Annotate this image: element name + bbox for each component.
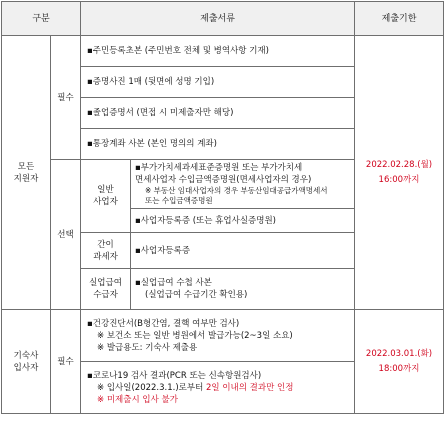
- list-item: ▪통장계좌 사본 (본인 명의의 계좌): [81, 129, 355, 160]
- deadline-all-applicants: 2022.02.28.(월) 16:00까지: [355, 36, 444, 310]
- unemployment-docs: ▪실업급여 수첩 사본 (실업급여 수급기간 확인용): [131, 269, 355, 310]
- list-item: ▪주민등록초본 (주민번호 전체 및 병역사항 기재): [81, 36, 355, 67]
- header-category: 구분: [2, 2, 81, 36]
- list-item: ▪졸업증명서 (면접 시 미제출자만 해당): [81, 98, 355, 129]
- required-label: 필수: [51, 310, 81, 414]
- simple-taxpayer-label: 간이 과세자: [81, 233, 131, 269]
- unemployment-label: 실업급여 수급자: [81, 269, 131, 310]
- header-row: [2, 2, 444, 36]
- table-row: [2, 36, 444, 67]
- list-item: ▪증명사진 1매 (뒷면에 성명 기입): [81, 67, 355, 98]
- required-label: 필수: [51, 36, 81, 160]
- group-dormitory-residents: 기숙사 입사자: [2, 310, 51, 414]
- covid-test-item: ▪코로나19 검사 결과(PCR 또는 신속항원검사) ※ 입사일(2022.3.1.)로부터 2일 이내의 결과만 인정 ※ 미제출시 입사 불가: [81, 362, 355, 414]
- documents-table: [1, 1, 444, 414]
- simple-taxpayer-docs: ▪사업자등록증: [131, 233, 355, 269]
- health-certificate-item: ▪건강진단서(B형간염, 결핵 여부만 검사) ※ 보건소 또는 일반 병원에서 발급가능(2~3일 소요) ※ 발급용도: 기숙사 제출용: [81, 310, 355, 362]
- header-deadline: 제출기한: [355, 2, 444, 36]
- group-all-applicants: 모든 지원자: [2, 36, 51, 310]
- general-business-registration: ▪사업자등록증 (또는 휴업사실증명원): [131, 209, 355, 233]
- general-business-label: 일반 사업자: [81, 160, 131, 233]
- table-row: [2, 310, 444, 362]
- general-business-docs: ▪부가가치세과세표준증명원 또는 부가가치세 면세사업자 수입금액증명원(면세사업자의 경우) ※ 부동산 임대사업자의 경우 부동산임대공급가액명세서 또는 수입금액증명원: [131, 160, 355, 209]
- optional-label: 선택: [51, 160, 81, 310]
- header-documents: 제출서류: [81, 2, 355, 36]
- deadline-dormitory-residents: 2022.03.01.(화) 18:00까지: [355, 310, 444, 414]
